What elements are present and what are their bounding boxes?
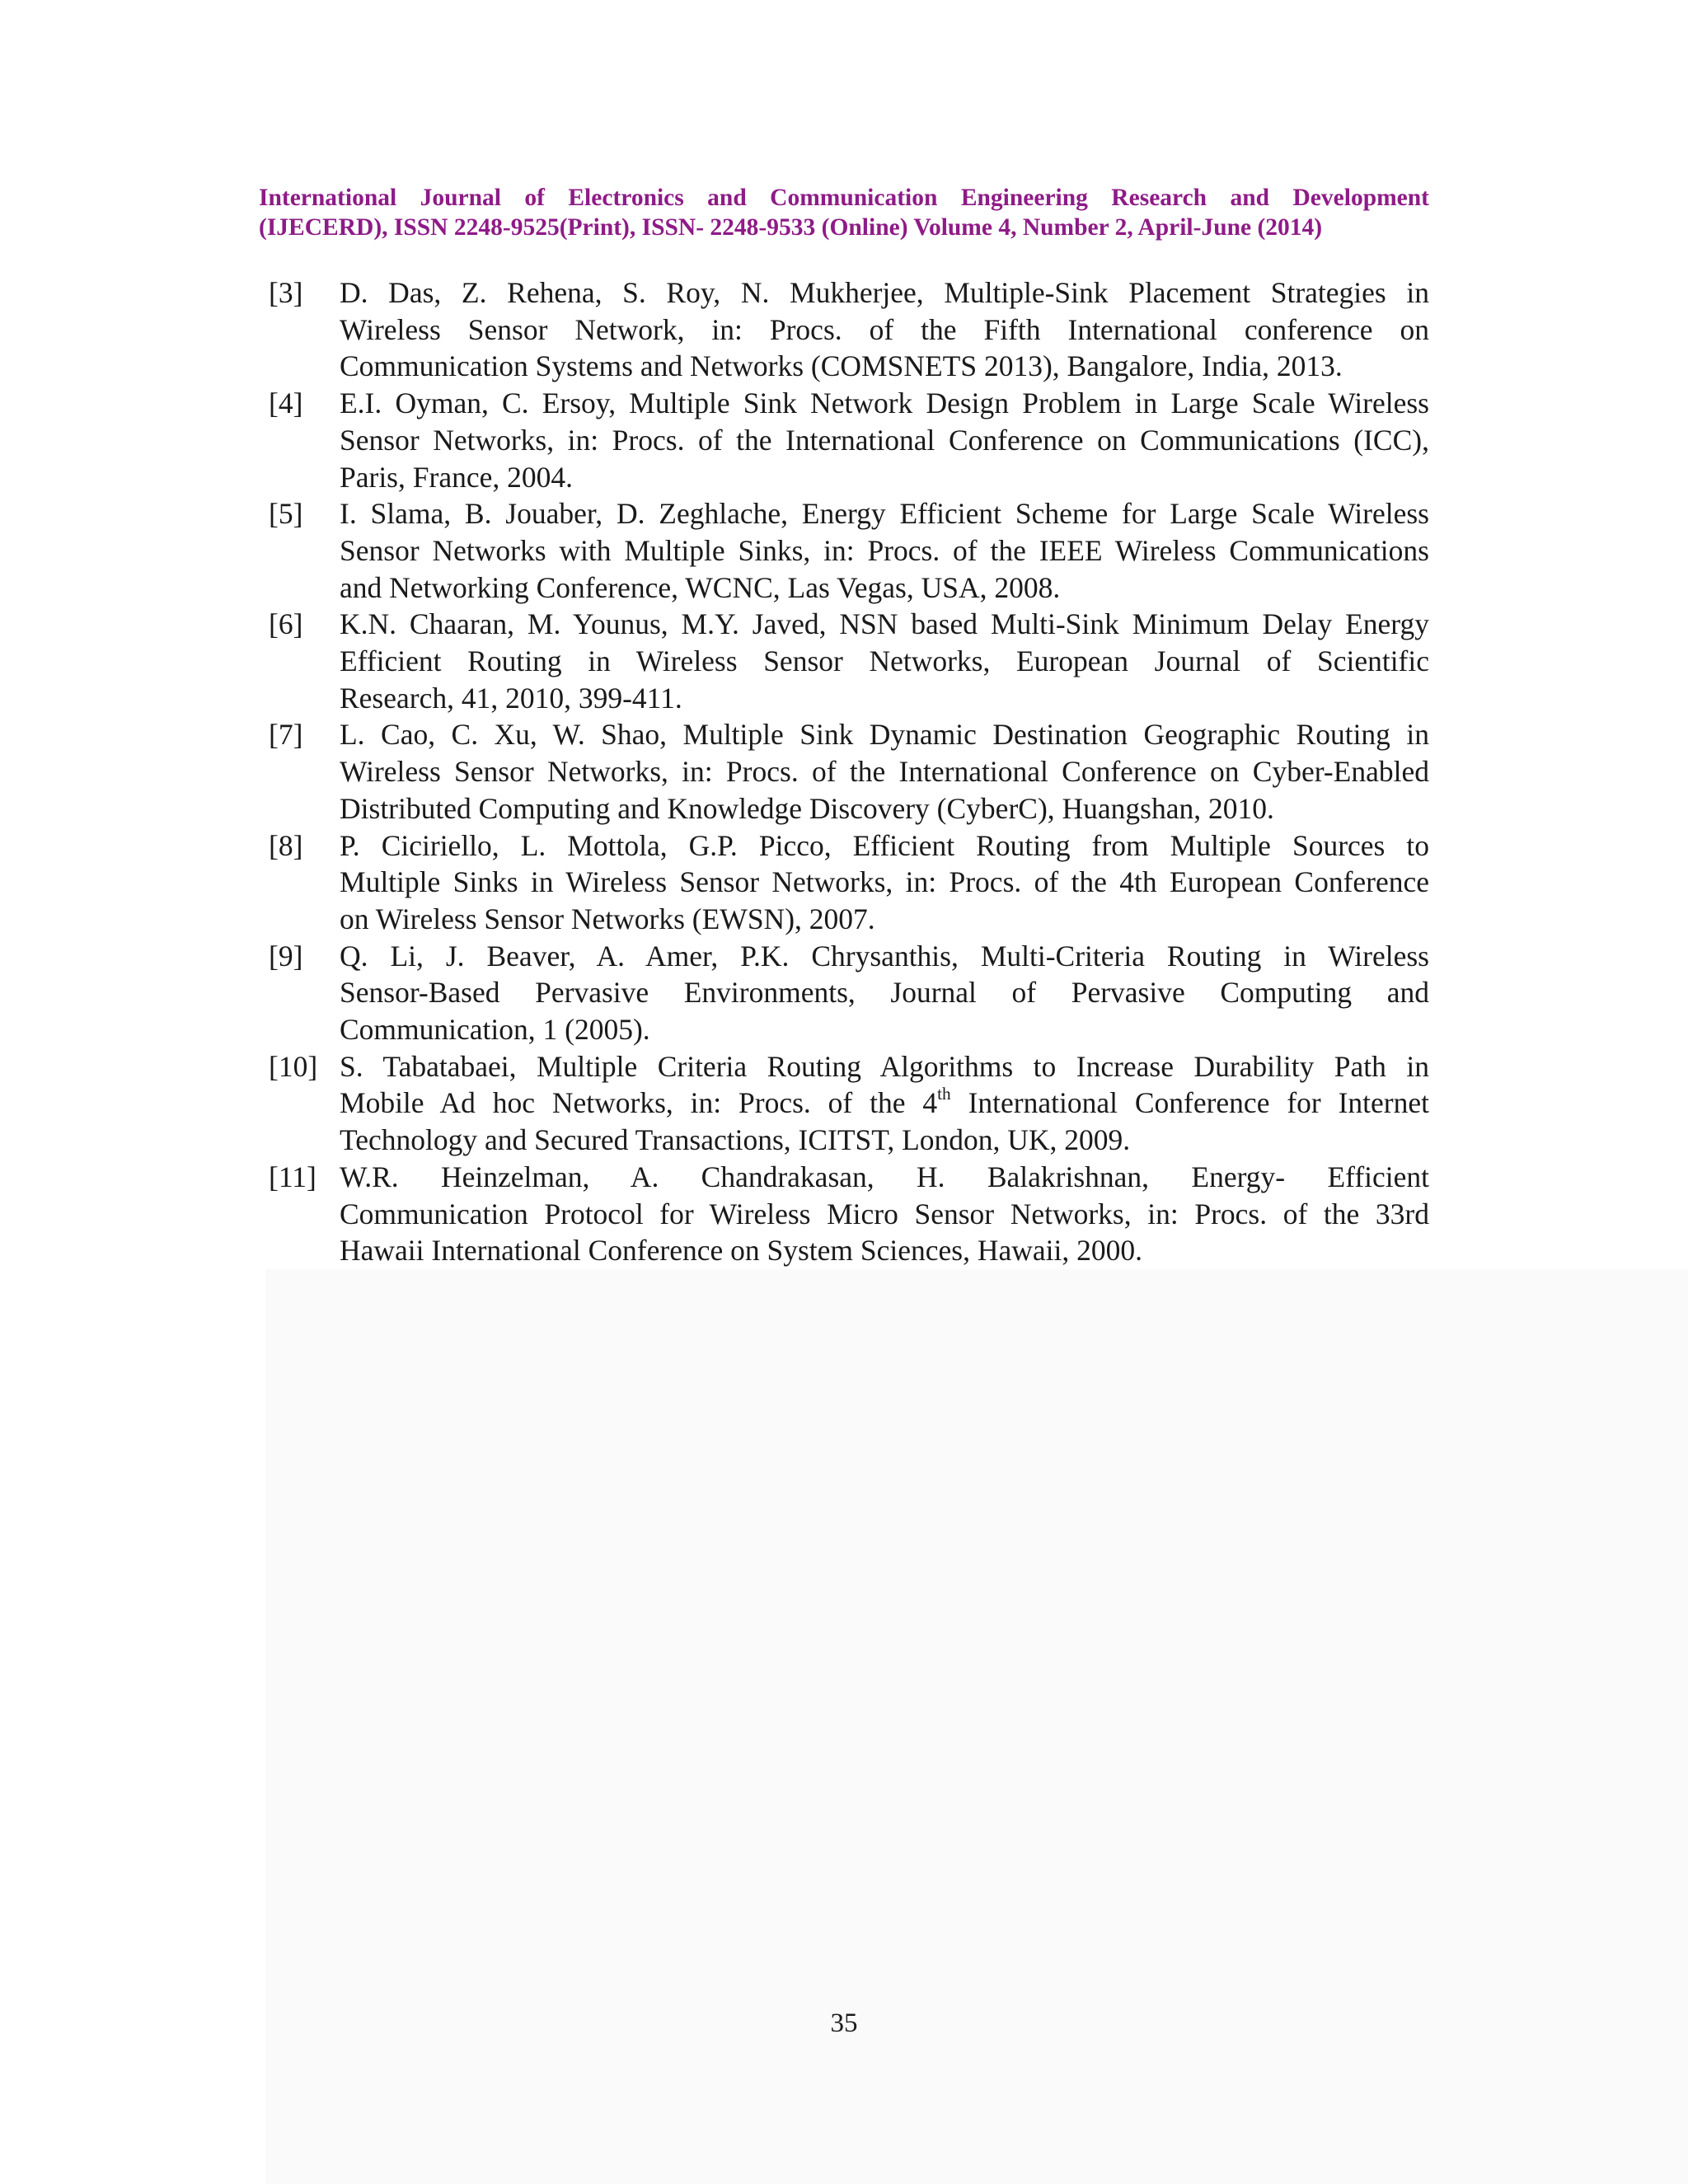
reference-line (340, 569, 1429, 607)
reference-line-text: Multiple Sinks in Wireless Sensor Networks, in: Procs. of the 4th European Conference (340, 865, 1429, 899)
reference-line-text: Efficient Routing in Wireless Sensor Networks, European Journal of Scientific (340, 644, 1429, 678)
reference-line (340, 790, 1429, 827)
reference-line-text: Wireless Sensor Network, in: Procs. of the Fifth International conference on (340, 312, 1429, 346)
reference-line-text: Sensor-Based Pervasive Environments, Journal of Pervasive Computing and (340, 976, 1429, 1010)
reference-text (340, 827, 1429, 938)
reference-line (340, 864, 1429, 901)
journal-header-line: International Journal of Electronics and Communication Engineering Research and Development (259, 185, 1429, 211)
reference-text (340, 274, 1429, 385)
page-number: 35 (830, 2008, 858, 2038)
reference-line-text: P. Ciciriello, L. Mottola, G.P. Picco, Efficient Routing from Multiple Sources to (340, 828, 1429, 862)
reference-line-text: Hawaii International Conference on System Sciences, Hawaii, 2000. (340, 1234, 1142, 1268)
reference-line-text: W.R. Heinzelman, A. Chandrakasan, H. Balakrishnan, Energy- Efficient (340, 1160, 1429, 1193)
reference-entry (269, 274, 1429, 385)
reference-line (340, 1011, 1429, 1048)
reference-line-text: Distributed Computing and Knowledge Discovery (CyberC), Huangshan, 2010. (340, 791, 1274, 825)
reference-line (340, 606, 1429, 643)
reference-line (340, 1196, 1429, 1233)
reference-entry (269, 716, 1429, 827)
reference-line (340, 422, 1429, 459)
reference-line (340, 938, 1429, 975)
reference-line (340, 716, 1429, 753)
reference-line (340, 827, 1429, 865)
journal-header (259, 183, 1429, 242)
reference-line-text: Paris, France, 2004. (340, 460, 573, 494)
reference-list (269, 274, 1429, 1269)
reference-line (340, 459, 1429, 496)
reference-line (340, 348, 1429, 385)
reference-line-text: Communication Protocol for Wireless Micro Sensor Networks, in: Procs. of the 33rd (340, 1197, 1429, 1230)
reference-entry (269, 495, 1429, 606)
journal-header-line: (IJECERD), ISSN 2248-9525(Print), ISSN- 2248-9533 (Online) Volume 4, Number 2, April-June (2014) (259, 214, 1323, 241)
reference-number: [8] (269, 828, 303, 862)
reference-line (340, 385, 1429, 422)
reference-text (340, 938, 1429, 1048)
reference-line (340, 1232, 1429, 1269)
reference-line (340, 753, 1429, 790)
reference-line-text: Sensor Networks, in: Procs. of the International Conference on Communications (ICC), (340, 423, 1429, 457)
reference-number: [6] (269, 607, 303, 641)
reference-line-text: I. Slama, B. Jouaber, D. Zeghlache, Energy Efficient Scheme for Large Scale Wireless (340, 497, 1429, 531)
reference-line (340, 312, 1429, 349)
reference-line-text: Mobile Ad hoc Networks, in: Procs. of the 4 (340, 1086, 938, 1120)
reference-line-text: Research, 41, 2010, 399-411. (340, 681, 682, 715)
reference-line (340, 1122, 1429, 1159)
reference-line (340, 1159, 1429, 1196)
reference-text (340, 716, 1429, 827)
reference-line-text: Communication, 1 (2005). (340, 1013, 650, 1047)
reference-text (340, 1048, 1429, 1159)
reference-line (340, 680, 1429, 717)
reference-line (340, 274, 1429, 312)
reference-text (340, 385, 1429, 495)
reference-line (340, 643, 1429, 680)
reference-line-text: L. Cao, C. Xu, W. Shao, Multiple Sink Dynamic Destination Geographic Routing in (340, 718, 1429, 752)
reference-line (340, 495, 1429, 532)
reference-line-text: Q. Li, J. Beaver, A. Amer, P.K. Chrysanthis, Multi-Criteria Routing in Wireless (340, 939, 1429, 972)
superscript: th (937, 1084, 951, 1104)
reference-entry (269, 1048, 1429, 1159)
reference-line (340, 1085, 1429, 1122)
reference-number: [3] (269, 276, 303, 309)
reference-line-text: International Conference for Internet (950, 1086, 1429, 1120)
reference-line (340, 1048, 1429, 1085)
reference-number: [11] (269, 1160, 316, 1193)
reference-line-text: D. Das, Z. Rehena, S. Roy, N. Mukherjee, Multiple-Sink Placement Strategies in (340, 276, 1429, 309)
reference-line-text: Communication Systems and Networks (COMSNETS 2013), Bangalore, India, 2013. (340, 349, 1343, 383)
reference-line-text: E.I. Oyman, C. Ersoy, Multiple Sink Network Design Problem in Large Scale Wireless (340, 387, 1429, 420)
reference-text (340, 606, 1429, 716)
reference-line-text: on Wireless Sensor Networks (EWSN), 2007. (340, 902, 875, 935)
reference-line-text: S. Tabatabaei, Multiple Criteria Routing Algorithms to Increase Durability Path in (340, 1049, 1429, 1083)
reference-entry (269, 606, 1429, 716)
reference-line-text: Wireless Sensor Networks, in: Procs. of the International Conference on Cyber-Enabled (340, 755, 1429, 789)
reference-number: [7] (269, 718, 303, 752)
reference-entry (269, 1159, 1429, 1269)
reference-entry (269, 938, 1429, 1048)
reference-text (340, 1159, 1429, 1269)
reference-line-text: K.N. Chaaran, M. Younus, M.Y. Javed, NSN based Multi-Sink Minimum Delay Energy (340, 607, 1429, 641)
reference-number: [10] (269, 1049, 318, 1083)
reference-number: [4] (269, 387, 303, 420)
reference-line (340, 532, 1429, 569)
reference-line-text: Technology and Secured Transactions, ICITST, London, UK, 2009. (340, 1123, 1131, 1157)
reference-line (340, 901, 1429, 938)
reference-line-text: Sensor Networks with Multiple Sinks, in: Procs. of the IEEE Wireless Communications (340, 533, 1429, 567)
reference-line (340, 974, 1429, 1011)
reference-number: [5] (269, 497, 303, 531)
reference-number: [9] (269, 939, 303, 972)
reference-entry (269, 385, 1429, 495)
reference-entry (269, 827, 1429, 938)
reference-line-text: and Networking Conference, WCNC, Las Vegas, USA, 2008. (340, 570, 1061, 604)
reference-text (340, 495, 1429, 606)
